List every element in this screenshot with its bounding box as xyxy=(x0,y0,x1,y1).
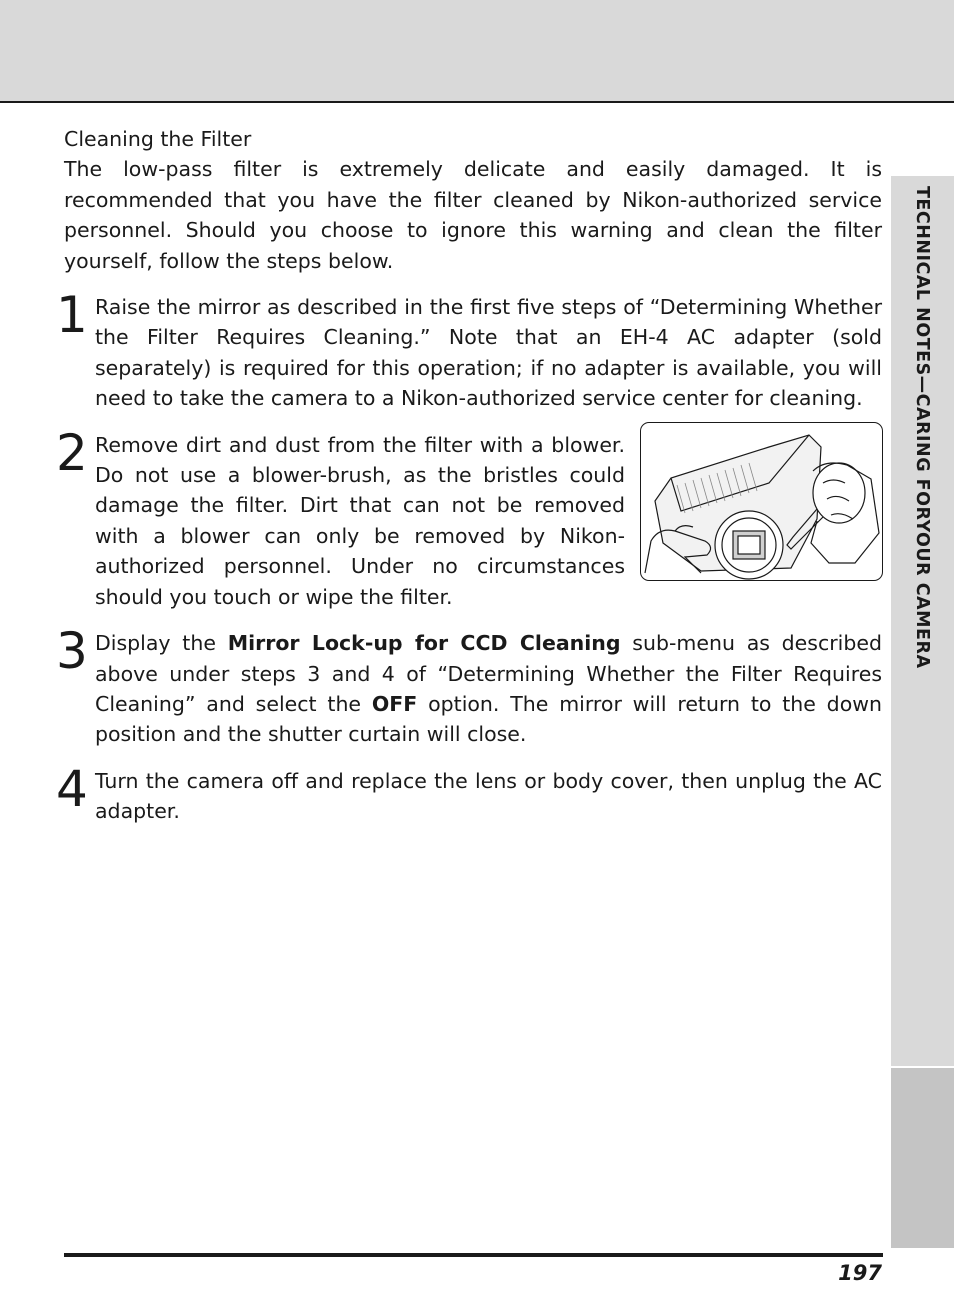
section-heading: Cleaning the Filter xyxy=(64,127,252,151)
step-text-part: sub-menu as described above under steps 3 and 4 of “Determining Whether the Filter Requires Cleaning” and select the xyxy=(95,631,883,716)
main-content xyxy=(56,124,883,827)
step-1 xyxy=(56,286,882,414)
side-tab-lower xyxy=(891,1068,954,1248)
step-number: 2 xyxy=(56,423,88,482)
bottom-rule xyxy=(64,1253,883,1257)
option-name: OFF xyxy=(371,691,418,716)
step-number: 1 xyxy=(56,286,88,345)
step-text-part: Display the xyxy=(95,631,228,656)
camera-blower-drawing xyxy=(641,423,882,580)
header-band xyxy=(0,0,954,103)
step-number: 3 xyxy=(56,622,88,681)
step-3 xyxy=(56,622,883,750)
step-text xyxy=(95,628,882,750)
step-number: 4 xyxy=(56,759,88,818)
blower-cleaning-illustration xyxy=(640,422,883,581)
step-text: Raise the mirror as described in the first five steps of “Determining Whether the Filter Requires Cleaning.” Note that an EH-4 AC adapter (sold separately) is required for this operation; if no adapter is available, you will need to take the camera to a Nikon-authorized service center for cleaning. xyxy=(95,295,882,411)
intro-paragraph: The low-pass filter is extremely delicate and easily damaged. It is recommended that you have the filter cleaned by Nikon-authorized service personnel. Should you choose to ignore this warning and clean the filter yourself, follow the steps below. xyxy=(64,157,882,273)
section-tab-title: TECHNICAL NOTES—CARING FORYOUR CAMERA xyxy=(912,186,932,669)
step-text: Remove dirt and dust from the filter with a blower. Do not use a blower-brush, as the bristles could damage the filter. Dirt that can not be removed with a blower can only be removed by Nikon-authorized personnel. Under no circumstances should you touch or wipe the filter. xyxy=(95,432,625,609)
menu-name: Mirror Lock-up for CCD Cleaning xyxy=(227,631,621,656)
step-4 xyxy=(56,759,882,827)
step-2 xyxy=(56,423,882,612)
step-text: Turn the camera off and replace the lens or body cover, then unplug the AC adapter. xyxy=(95,768,882,824)
page-number: 197 xyxy=(838,1261,882,1285)
step-text-part: option. The mirror will return to the down position and the shutter curtain will close. xyxy=(95,691,882,747)
